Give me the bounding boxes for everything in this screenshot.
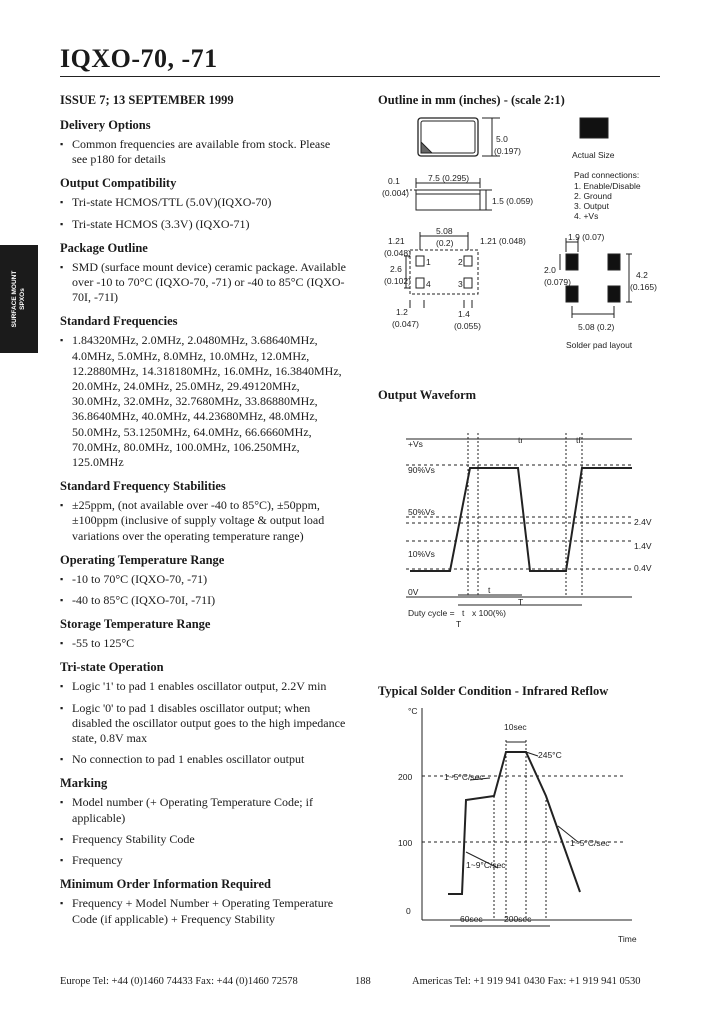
list-item: ▪ No connection to pad 1 enables oscillator output (60, 752, 348, 767)
dim-label: 0.1 (388, 176, 400, 186)
level-label: 1.4V (634, 541, 652, 551)
waveform-trace (410, 468, 632, 571)
pad-connection: 3. Output (574, 201, 609, 211)
solder-pad (608, 254, 620, 270)
pad-connection: 2. Ground (574, 191, 612, 201)
level-label: 2.4V (634, 517, 652, 527)
solder-pad-layout-label: Solder pad layout (566, 340, 633, 350)
list-item: ▪ Model number (+ Operating Temperature Code; if applicable) (60, 795, 348, 825)
list-item: ▪ -40 to 85°C (IQXO-70I, -71I) (60, 593, 348, 608)
level-label: 50%Vs (408, 507, 435, 517)
list-item: ▪ Frequency (60, 853, 348, 868)
time-label: 200sec (504, 914, 532, 924)
duty-cycle-label: Duty cycle = (408, 608, 455, 618)
section-heading: Delivery Options (60, 118, 151, 132)
section-heading: Operating Temperature Range (60, 552, 225, 567)
pad-connection: 4. +Vs (574, 211, 599, 221)
dim-label: (0.047) (392, 319, 419, 329)
list-item: ▪ SMD (surface mount device) ceramic package. Available over -10 to 70°C (IQXO-70, -71) or -40 to 85°C (IQXO-70I, -71I) (60, 260, 348, 306)
dim-label: 5.0 (496, 134, 508, 144)
list-item: ▪ Tri-state HCMOS (3.3V) (IQXO-71) (60, 217, 348, 232)
duty-cycle-label: t (462, 608, 465, 618)
dim-label: (0.2) (436, 238, 454, 248)
pin-label: 1 (426, 257, 431, 267)
timing-label: tr (518, 435, 524, 445)
dim-label: (0.055) (454, 321, 481, 331)
section-heading: Marking (60, 776, 108, 791)
section-delivery (60, 118, 348, 167)
waveform-diagram (370, 425, 670, 635)
list-item: ▪ 1.84320MHz, 2.0MHz, 2.0480MHz, 3.68640MHz, 4.0MHz, 5.0MHz, 8.0MHz, 10.0MHz, 12.0MHz, 12.2880MHz, 14.318180MHz, 16.0MHz, 16.3840MHz, 20.0MHz, 24.0MHz, 25.0MHz, 29.49120MHz, 30.0MHz, 32.0MHz, 32.7680MHz, 33.86880MHz, 36.8640MHz, 40.0MHz, 44.23680MHz, 48.0MHz, 50.0MHz, 53.1250MHz, 64.0MHz, 66.6660MHz, 70.0MHz, 80.0MHz, 100.0MHz, 106.250MHz, 125.0MHz (60, 333, 348, 470)
ramp-label: 1~5°C/sec (570, 838, 610, 848)
tick-label: 0 (406, 906, 411, 916)
dim-label: 1.2 (396, 307, 408, 317)
list-item: ▪ -10 to 70°C (IQXO-70, -71) (60, 572, 348, 587)
side-tab (0, 245, 38, 353)
title-rule (60, 76, 660, 77)
dim-label: 2.0 (544, 265, 556, 275)
section-heading: Standard Frequencies (60, 314, 178, 329)
dim-label: (0.102) (384, 276, 411, 286)
footer-page-number: 188 (355, 976, 371, 987)
ramp-label: 1~9°C/sec (466, 860, 506, 870)
timing-label: t (488, 585, 491, 595)
timing-label: tf (576, 435, 581, 445)
pin-label: 2 (458, 257, 463, 267)
list-item: ▪ Frequency Stability Code (60, 832, 348, 847)
package-side-view (416, 190, 480, 210)
dim-label: 1.21 (388, 236, 405, 246)
issue-line: ISSUE 7; 13 SEPTEMBER 1999 (60, 93, 234, 107)
duty-cycle-label: T (456, 619, 462, 629)
dim-label: 5.08 (0.2) (578, 322, 615, 332)
section-marking (60, 776, 348, 868)
section-heading: Output Compatibility (60, 176, 177, 191)
section-storage (60, 617, 348, 651)
dim-label: 5.08 (436, 226, 453, 236)
section-op-temp (60, 553, 348, 608)
section-heading: Tri-state Operation (60, 660, 164, 675)
peak-label: 245°C (538, 750, 562, 760)
duty-cycle-label: x 100(%) (472, 608, 507, 618)
list-item: ▪ ±25ppm, (not available over -40 to 85°C), ±50ppm, ±100ppm (inclusive of supply voltage & output load variations over the operating temperature range) (60, 498, 348, 544)
timing-label: T (518, 597, 524, 607)
reflow-heading: Typical Solder Condition - Infrared Reflow (378, 684, 609, 698)
pin-label: 4 (426, 279, 431, 289)
footer-europe: Europe Tel: +44 (0)1460 74433 Fax: +44 (0)1460 72578 (60, 976, 298, 987)
list-item: ▪ -55 to 125°C (60, 636, 348, 651)
page-title: IQXO-70, -71 (60, 44, 218, 73)
dim-label: 1.5 (0.059) (492, 196, 534, 206)
dim-label: (0.079) (544, 277, 571, 287)
section-order (60, 877, 348, 926)
pad-connection: 1. Enable/Disable (574, 181, 641, 191)
waveform-heading: Output Waveform (378, 388, 477, 402)
ramp-label: 1~5°C/sec (444, 772, 484, 782)
left-column (60, 118, 348, 936)
solder-pad (566, 254, 578, 270)
outline-heading: Outline in mm (inches) - (scale 2:1) (378, 93, 565, 107)
dim-label: 1.21 (0.048) (480, 236, 526, 246)
time-label: 10sec (504, 722, 527, 732)
actual-size-package (580, 118, 608, 138)
level-label: 90%Vs (408, 465, 435, 475)
dim-label: 2.6 (390, 264, 402, 274)
footer-americas: Americas Tel: +1 919 941 0430 Fax: +1 919 941 0530 (412, 976, 641, 987)
section-heading: Package Outline (60, 240, 148, 255)
list-item: ▪ Frequency + Model Number + Operating Temperature Code (if applicable) + Frequency Stability (60, 896, 348, 926)
section-tristate (60, 660, 348, 767)
level-label: 0.4V (634, 563, 652, 573)
axis-unit: °C (408, 706, 418, 716)
dim-label: 1.9 (0.07) (568, 232, 605, 242)
level-label: 10%Vs (408, 549, 435, 559)
section-package (60, 241, 348, 306)
level-label: 0V (408, 587, 419, 597)
section-heading: Minimum Order Information Required (60, 877, 271, 892)
section-frequencies (60, 314, 348, 470)
dim-label: (0.165) (630, 282, 657, 292)
dim-label: (0.197) (494, 146, 521, 156)
reflow-chart (370, 700, 670, 950)
list-item: ▪ Common frequencies are available from stock. Please see p180 for details (60, 137, 348, 167)
pad-connections-title: Pad connections: (574, 170, 640, 180)
section-stabilities (60, 479, 348, 544)
axis-label: Time (618, 934, 637, 944)
dim-label: 4.2 (636, 270, 648, 280)
section-heading: Standard Frequency Stabilities (60, 479, 226, 494)
list-item: ▪ Logic '0' to pad 1 disables oscillator output; when disabled the oscillator output goes to the high impedance state, 0.8V max (60, 701, 348, 747)
dim-label: 7.5 (0.295) (428, 173, 470, 183)
tick-label: 200 (398, 772, 413, 782)
time-label: 60sec (460, 914, 483, 924)
side-tab-text: SURFACE MOUNT SPXOs (11, 270, 26, 328)
pin1-marker (421, 142, 432, 153)
outline-drawing (370, 110, 680, 360)
pin-label: 3 (458, 279, 463, 289)
level-label: +Vs (408, 439, 423, 449)
dim-label: (0.004) (382, 188, 409, 198)
dim-label: (0.048) (384, 248, 411, 258)
solder-pad (566, 286, 578, 302)
tick-label: 100 (398, 838, 413, 848)
list-item: ▪ Tri-state HCMOS/TTL (5.0V)(IQXO-70) (60, 195, 348, 210)
solder-pad (608, 286, 620, 302)
section-output (60, 176, 348, 231)
dim-label: 1.4 (458, 309, 470, 319)
package-bottom-view (410, 250, 478, 294)
list-item: ▪ Logic '1' to pad 1 enables oscillator output, 2.2V min (60, 679, 348, 694)
actual-size-label: Actual Size (572, 150, 615, 160)
section-heading: Storage Temperature Range (60, 617, 211, 632)
